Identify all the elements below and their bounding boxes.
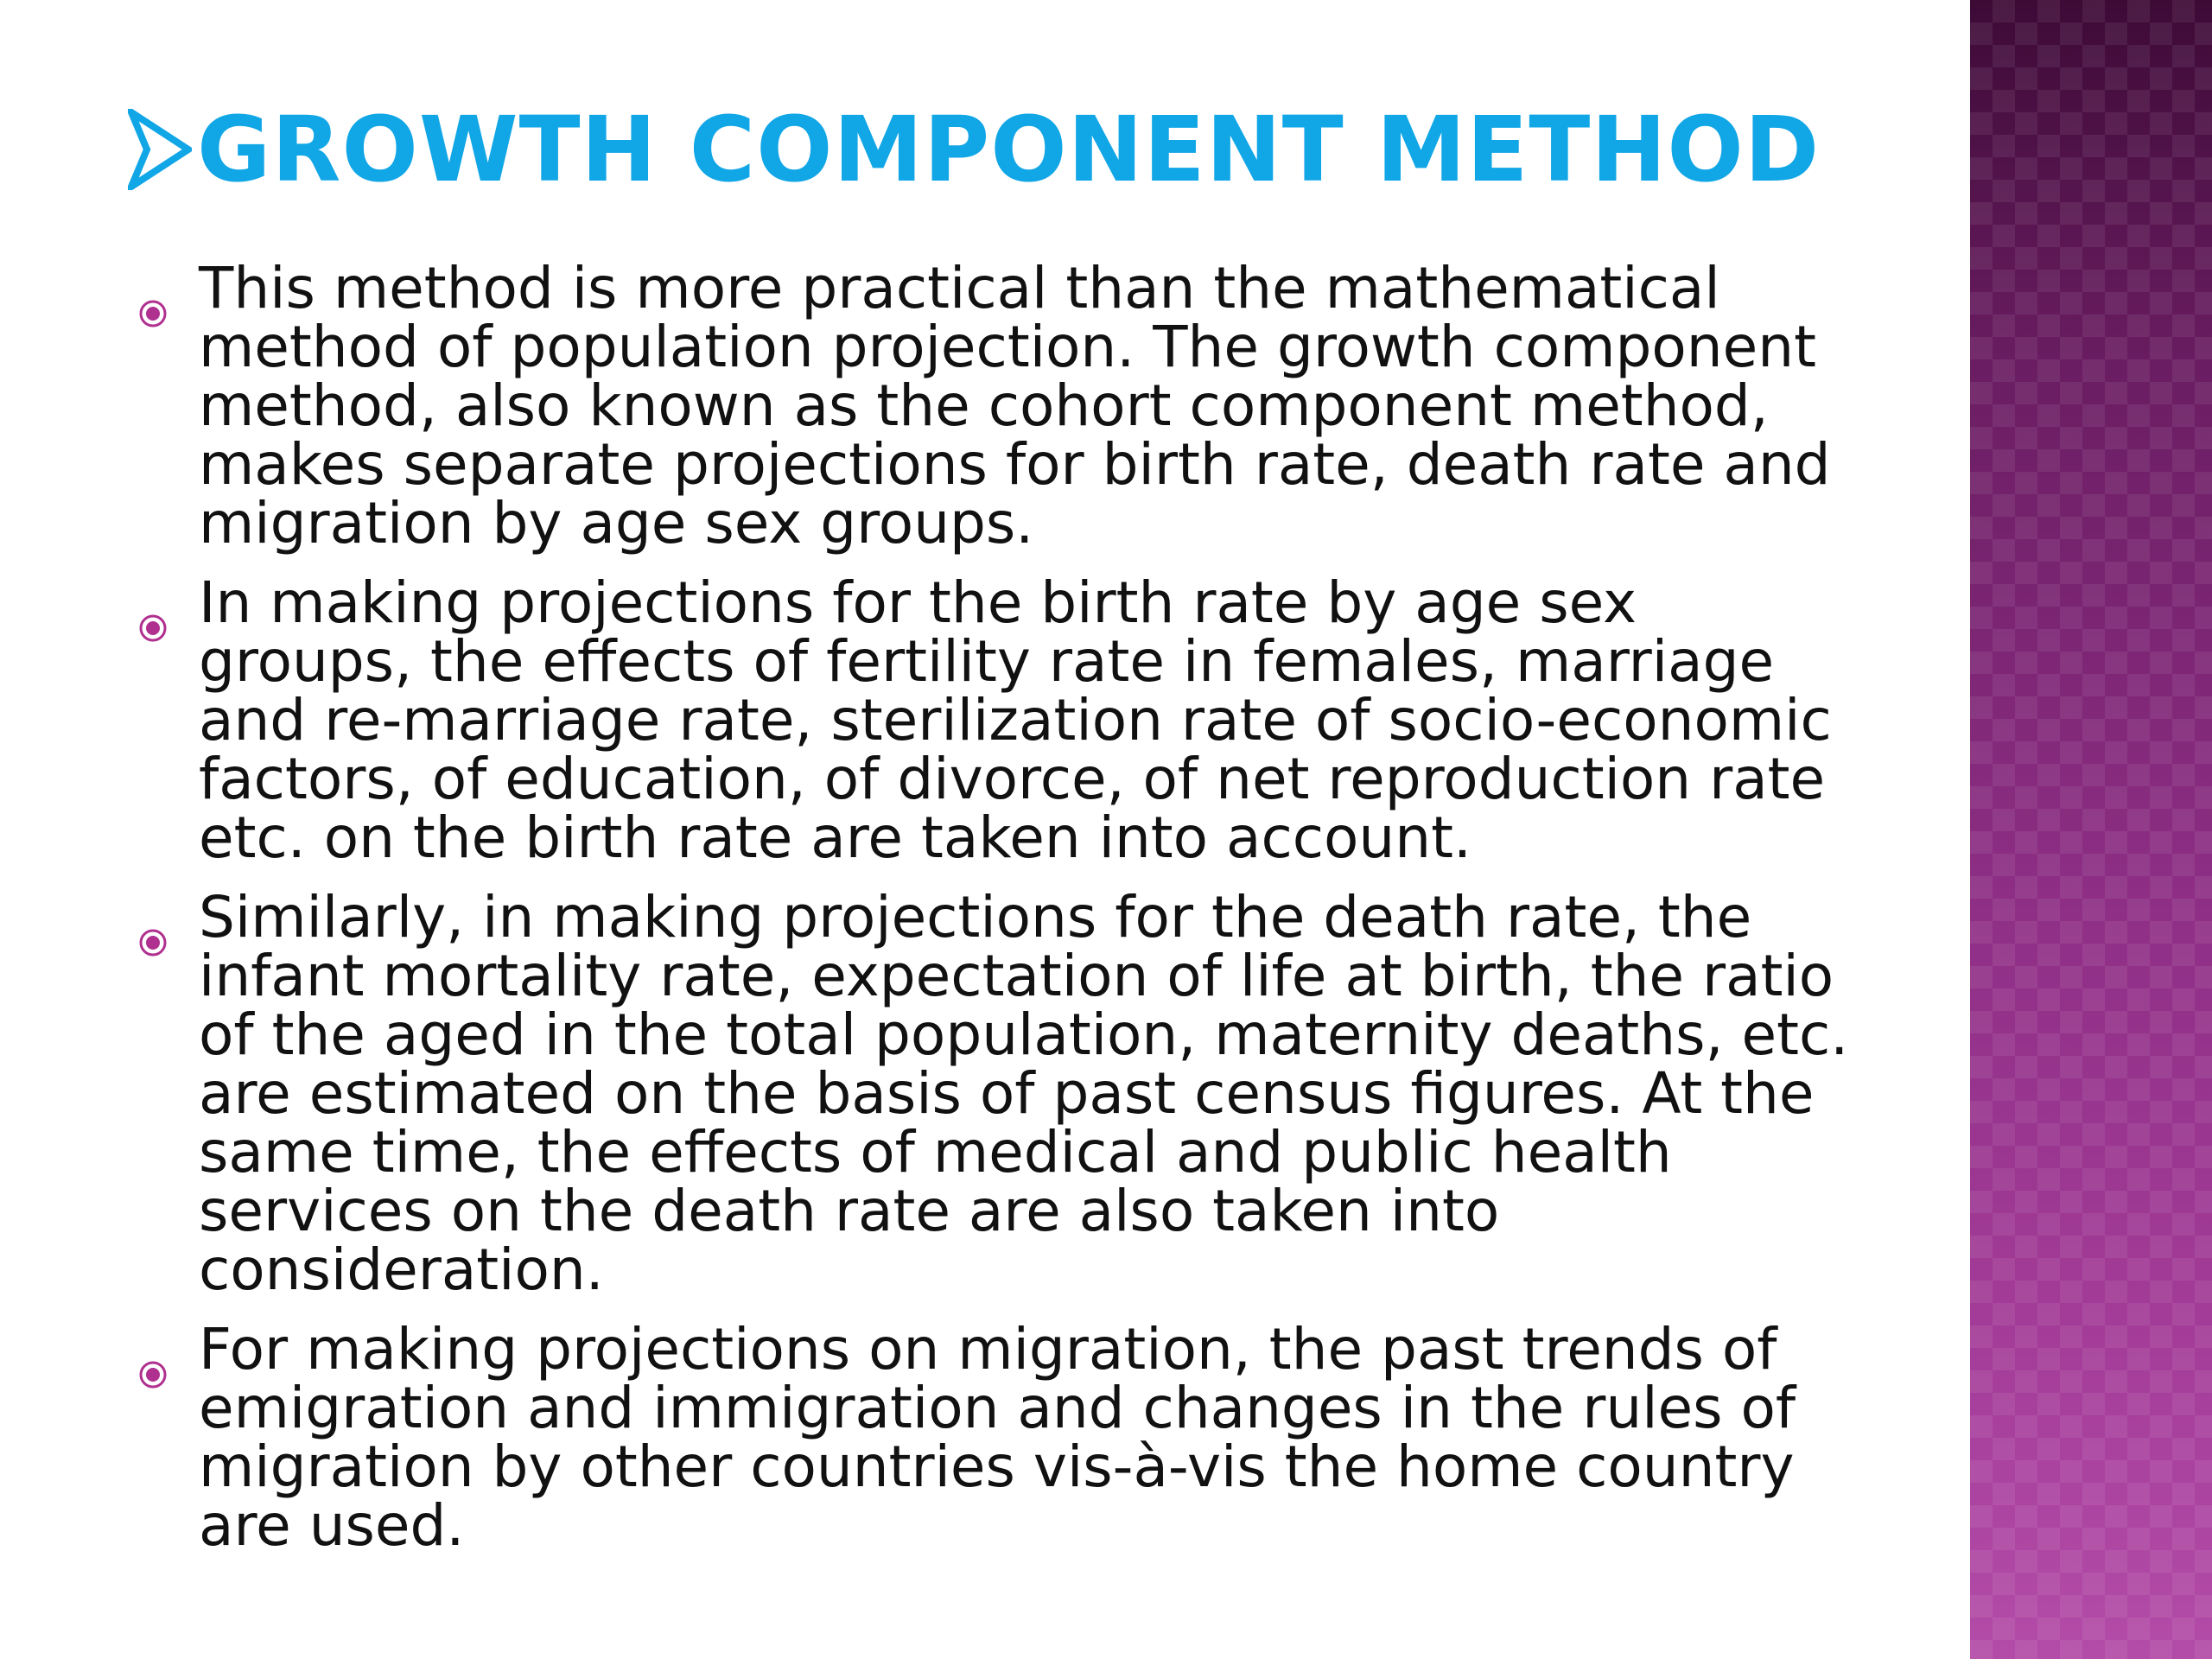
- bullet-text: In making projections for the birth rate by age sex groups, the effects of fertility rate in females, marriage and re-marriage rate, sterilization rate of socio-economic factors, of education, of divorce, of net reproduction rate etc. on the birth rate are taken into account.: [199, 569, 1832, 871]
- circled-dot-bullet-icon: [138, 594, 168, 624]
- arrowhead-bullet-icon: [128, 109, 192, 190]
- bullet-item: [138, 569, 1866, 871]
- circled-dot-bullet-icon: [138, 280, 168, 309]
- bullet-list: [138, 255, 1866, 1576]
- bullet-item: [138, 884, 1866, 1303]
- slide-title: [128, 93, 1820, 206]
- decorative-side-band: [1970, 0, 2212, 1659]
- circled-dot-bullet-icon: [138, 909, 168, 938]
- bullet-text: Similarly, in making projections for the death rate, the infant mortality rate, expectation of life at birth, the ratio of the aged in the total population, maternity deaths, etc. are estimated on the basis of past census figures. At the same time, the effects of medical and public health services on the death rate are also taken into consideration.: [199, 884, 1849, 1303]
- slide-title-text: GROWTH COMPONENT METHOD: [197, 97, 1821, 202]
- bullet-text: For making projections on migration, the past trends of emigration and immigration and changes in the rules of migration by other countries vis-à-vis the home country are used.: [199, 1316, 1796, 1559]
- circled-dot-bullet-icon: [138, 1341, 168, 1370]
- bullet-item: [138, 255, 1866, 556]
- bullet-text: This method is more practical than the mathematical method of population projection. The growth component method, also known as the cohort component method, makes separate projections for birth rate, death rate and migration by age sex groups.: [199, 255, 1831, 556]
- bullet-item: [138, 1316, 1866, 1559]
